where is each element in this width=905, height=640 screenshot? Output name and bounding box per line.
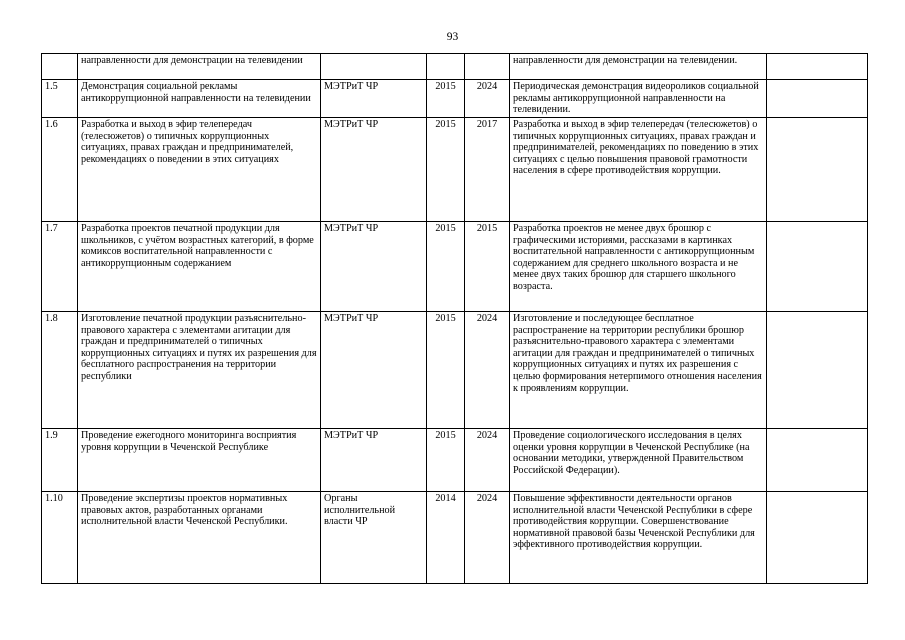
table-row [42,312,868,429]
row-number: 1.5 [42,80,78,118]
result-cell: Периодическая демонстрация видеороликов социальной рекламы антикоррупционной направленности на телевидении. [510,80,767,118]
start-year-cell: 2014 [427,492,465,584]
row-number [42,54,78,80]
note-cell [767,429,868,492]
start-year-cell: 2015 [427,118,465,222]
start-year-cell: 2015 [427,429,465,492]
end-year-cell: 2024 [465,492,510,584]
table-row [42,54,868,80]
row-number: 1.9 [42,429,78,492]
row-number: 1.8 [42,312,78,429]
event-cell: Изготовление печатной продукции разъяснительно-правового характера с элементами агитации для граждан и предпринимателей о типичных коррупционных ситуациях и путях их разрешения для бесплатного распространения на территории республики [78,312,321,429]
event-cell: Проведение ежегодного мониторинга восприятия уровня коррупции в Чеченской Республике [78,429,321,492]
note-cell [767,54,868,80]
end-year-cell: 2017 [465,118,510,222]
table-row [42,492,868,584]
result-cell: Разработка проектов не менее двух брошюр с графическими историями, рассказами в картинках воспитательной направленности с антикоррупционным содержанием для среднего школьного возраста и не менее двух таких брошюр для старшего школьного возраста. [510,222,767,312]
executor-cell: Органы исполнительной власти ЧР [321,492,427,584]
result-cell: направленности для демонстрации на телевидении. [510,54,767,80]
table-row [42,80,868,118]
event-cell: Разработка проектов печатной продукции для школьников, с учётом возрастных категорий, в форме комиксов воспитательной направленности с антикоррупционным содержанием [78,222,321,312]
note-cell [767,80,868,118]
row-number: 1.10 [42,492,78,584]
measures-table [41,53,868,584]
end-year-cell: 2024 [465,80,510,118]
page-number: 93 [446,31,459,43]
table-row [42,222,868,312]
table-row [42,118,868,222]
executor-cell [321,54,427,80]
note-cell [767,492,868,584]
start-year-cell [427,54,465,80]
note-cell [767,118,868,222]
result-cell: Изготовление и последующее бесплатное распространение на территории республики брошюр разъяснительно-правового характера с элементами агитации для граждан и предпринимателей о типичных коррупционных ситуациях и путях их разрешения с целью формирования нетерпимого отношения населения к проявлениям коррупции. [510,312,767,429]
end-year-cell [465,54,510,80]
end-year-cell: 2024 [465,312,510,429]
note-cell [767,312,868,429]
note-cell [767,222,868,312]
executor-cell: МЭТРиТ ЧР [321,429,427,492]
result-cell: Проведение социологического исследования в целях оценки уровня коррупции в Чеченской Республике (на основании методики, утвержденной Правительством Российской Федерации). [510,429,767,492]
end-year-cell: 2015 [465,222,510,312]
start-year-cell: 2015 [427,80,465,118]
event-cell: направленности для демонстрации на телевидении [78,54,321,80]
event-cell: Разработка и выход в эфир телепередач (телесюжетов) о типичных коррупционных ситуациях, правах граждан и предпринимателей, рекомендациях о поведении в этих ситуациях [78,118,321,222]
result-cell: Разработка и выход в эфир телепередач (телесюжетов) о типичных коррупционных ситуациях, правах граждан и предпринимателей, рекомендациях по поведению в этих ситуациях с целью повышения правовой грамотности населения в сфере противодействия коррупции. [510,118,767,222]
start-year-cell: 2015 [427,312,465,429]
row-number: 1.7 [42,222,78,312]
executor-cell: МЭТРиТ ЧР [321,222,427,312]
result-cell: Повышение эффективности деятельности органов исполнительной власти Чеченской Республики в сфере противодействия коррупции. Совершенствование нормативной правовой базы Чеченской Республики для эффективного противодействия коррупции. [510,492,767,584]
event-cell: Демонстрация социальной рекламы антикоррупционной направленности на телевидении [78,80,321,118]
executor-cell: МЭТРиТ ЧР [321,312,427,429]
start-year-cell: 2015 [427,222,465,312]
event-cell: Проведение экспертизы проектов нормативных правовых актов, разработанных органами исполнительной власти Чеченской Республики. [78,492,321,584]
end-year-cell: 2024 [465,429,510,492]
table-row [42,429,868,492]
row-number: 1.6 [42,118,78,222]
executor-cell: МЭТРиТ ЧР [321,80,427,118]
executor-cell: МЭТРиТ ЧР [321,118,427,222]
